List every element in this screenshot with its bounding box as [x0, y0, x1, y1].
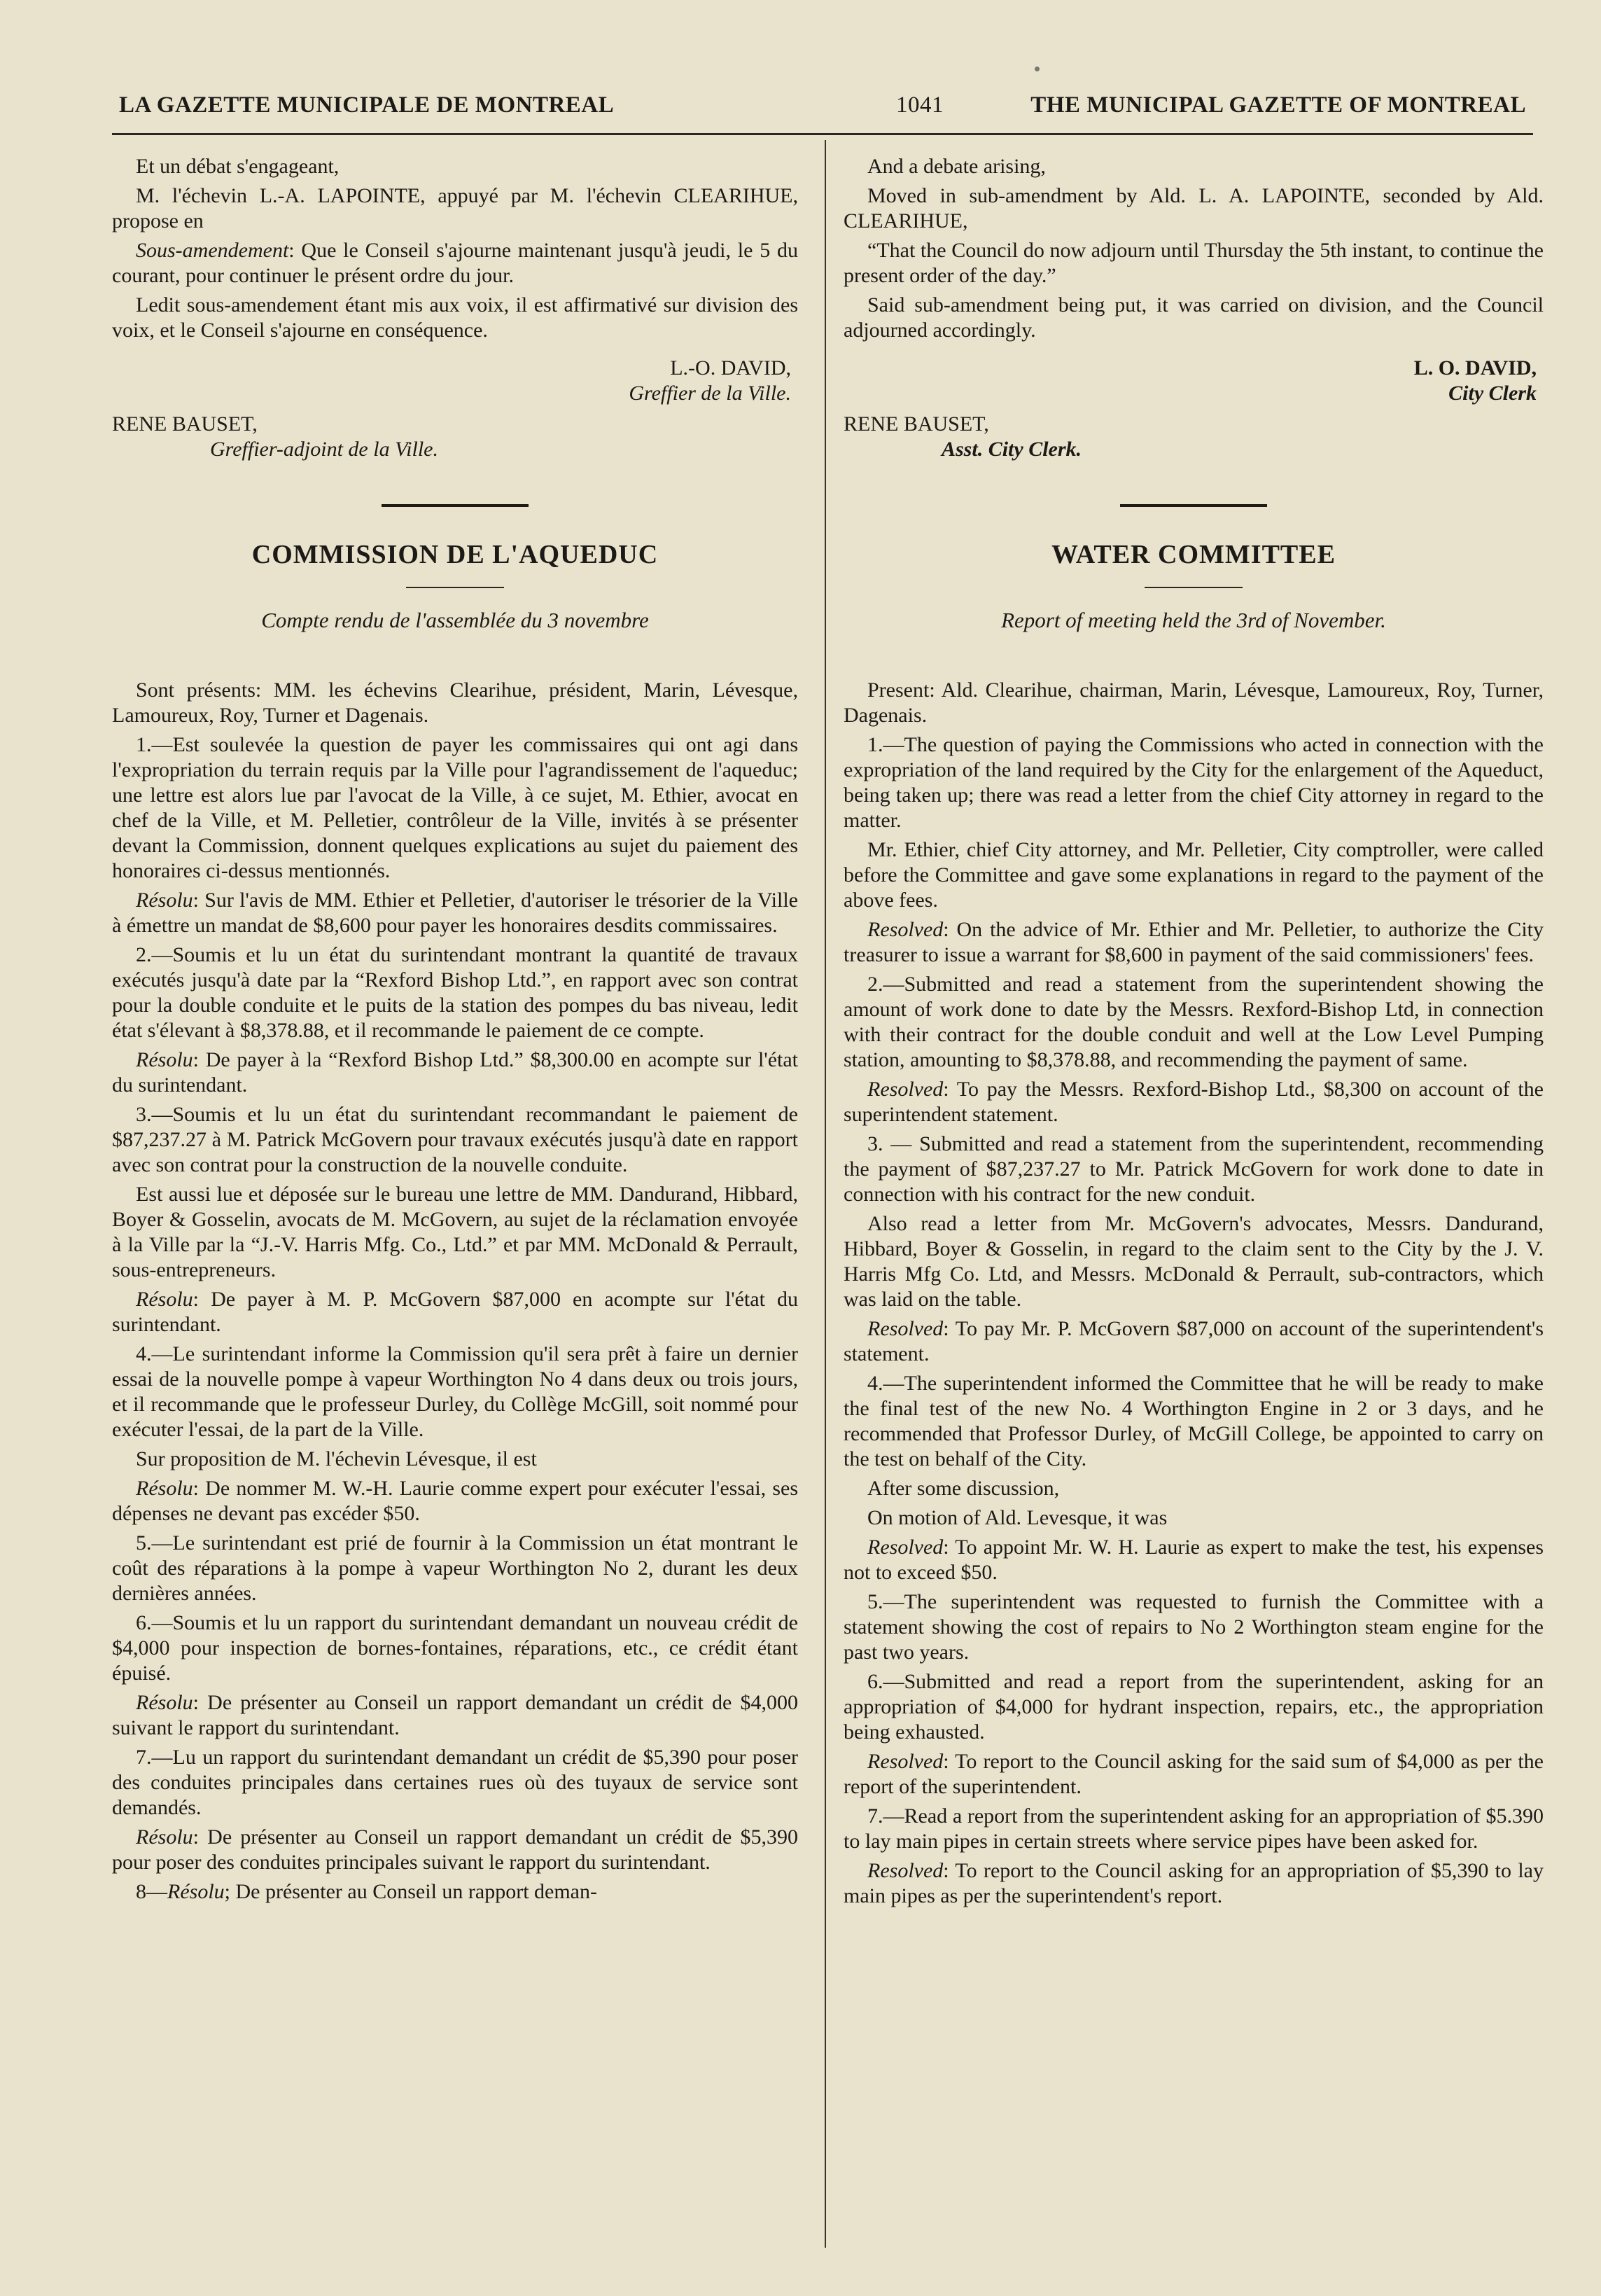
header-english-title: THE MUNICIPAL GAZETTE OF MONTREAL — [1030, 92, 1526, 118]
paragraph-text: On the advice of Mr. Ethier and Mr. Pelletier, to authorize the City treasurer to issue a warrant for $8,600 in payment of the said commissioners' fees. — [844, 918, 1544, 966]
paragraph: 4.—Le surintendant informe la Commission qu'il sera prêt à faire un dernier essai de la nouvelle pompe à vapeur Worthington No 4 dans deux ou trois jours, et il recommande que le professeur Durley, du Collège McGill, soit nommé pour exécuter l'essai, de la part de la Ville. — [112, 1342, 798, 1441]
paragraph: Mr. Ethier, chief City attorney, and Mr. Pelletier, City comptroller, were called before the Committee and gave some explanations in regard to the payment of the above fees. — [844, 838, 1544, 912]
resolved-label: Resolved — [867, 1317, 944, 1340]
paragraph-text: To pay the Messrs. Rexford-Bishop Ltd., $8,300 on account of the superintendent statement. — [844, 1078, 1544, 1126]
paragraph-text: De présenter au Conseil un rapport deman- — [235, 1880, 597, 1903]
resolu-label: Résolu — [136, 889, 193, 912]
paragraph: Resolved: To pay Mr. P. McGovern $87,000 on account of the superintendent's statement. — [844, 1317, 1544, 1365]
paragraph: Present: Ald. Clearihue, chairman, Marin, Lévesque, Lamoureux, Roy, Turner, Dagenais. — [844, 679, 1544, 727]
resolved-label: Resolved — [867, 1750, 944, 1773]
paragraph: Resolved: On the advice of Mr. Ethier and Mr. Pelletier, to authorize the City treasurer to issue a warrant for $8,600 in payment of the said commissioners' fees. — [844, 918, 1544, 966]
paragraph: 8—Résolu; De présenter au Conseil un rapport deman- — [136, 1880, 597, 1903]
sous-amendement-label: Sous-amendement — [136, 239, 289, 262]
paragraph: 2.—Submitted and read a statement from the superintendent showing the amount of work done to date by the Messrs. Rexford-Bishop Ltd, in connection with their contract for the double conduit and well at the Low Level Pumping station, amounting to $8,378.88, and recommending the payment of same. — [844, 973, 1544, 1071]
paragraph-text: To appoint Mr. W. H. Laurie as expert to make the test, his expenses not to exceed $50. — [844, 1536, 1544, 1584]
paragraph-text: To report to the Council asking for the said sum of $4,000 as per the report of the superintendent. — [844, 1750, 1544, 1798]
clerk-signature: L. O. DAVID, — [1413, 356, 1537, 380]
section-rule — [382, 504, 529, 507]
paragraph: Sont présents: MM. les échevins Clearihue, président, Marin, Lévesque, Lamoureux, Roy, Turner et Dagenais. — [112, 679, 798, 727]
paragraph: 1.—The question of paying the Commissions who acted in connection with the expropriation of the land required by the City for the enlargement of the Aqueduct, being taken up; there was read a letter from the chief City attorney in regard to the matter. — [844, 733, 1544, 832]
paragraph: 4.—The superintendent informed the Committee that he will be ready to make the final test of the new No. 4 Worthington Engine in 2 or 3 days, and he recommended that Professor Durley, of McGill College, be appointed to carry on the test on behalf of the City. — [844, 1372, 1544, 1470]
page-number: 1041 — [896, 92, 944, 118]
paragraph-text: To report to the Council asking for an appropriation of $5,390 to lay main pipes as per the superintendent's report. — [844, 1859, 1544, 1907]
paragraph-text: De nommer M. W.-H. Laurie comme expert pour exécuter l'essai, ses dépenses ne devant pas excéder $50. — [112, 1477, 798, 1525]
paragraph: Resolved: To report to the Council asking for an appropriation of $5,390 to lay main pipes as per the superintendent's report. — [844, 1859, 1544, 1907]
resolved-label: Resolved — [867, 1536, 944, 1559]
header-rule — [112, 133, 1533, 135]
paragraph: Résolu: Sur l'avis de MM. Ethier et Pelletier, d'autoriser le trésorier de la Ville à émettre un mandat de $8,600 pour payer les honoraires desdits commissaires. — [112, 889, 798, 937]
header-french-title: LA GAZETTE MUNICIPALE DE MONTREAL — [119, 92, 615, 118]
resolu-label: Résolu — [167, 1880, 225, 1903]
paragraph: 3.—Soumis et lu un état du surintendant recommandant le paiement de $87,237.27 à M. Patrick McGovern pour travaux exécutés jusqu'à date en rapport avec son contrat pour la construction de la nouvelle conduite. — [112, 1103, 798, 1176]
paragraph: 3. — Submitted and read a statement from the superintendent, recommending the payment of $87,237.27 to Mr. Patrick McGovern for work done to date in connection with his contract for the new conduit. — [844, 1132, 1544, 1206]
paragraph-text: To pay Mr. P. McGovern $87,000 on account of the superintendent's statement. — [844, 1317, 1544, 1365]
paragraph: 6.—Submitted and read a report from the superintendent, asking for an appropriation of $4,000 for hydrant inspection, repairs, etc., the appropriation being exhausted. — [844, 1670, 1544, 1744]
print-dot — [1035, 67, 1040, 71]
resolu-label: Résolu — [136, 1825, 193, 1849]
paragraph: “That the Council do now adjourn until Thursday the 5th instant, to continue the present order of the day.” — [844, 239, 1544, 287]
paragraph: 7.—Lu un rapport du surintendant demandant un crédit de $5,390 pour poser des conduites principales dans certaines rues où des tuyaux de service sont demandés. — [112, 1746, 798, 1819]
paragraph: 5.—Le surintendant est prié de fournir à la Commission un état montrant le coût des réparations à la pompe à vapeur Worthington No 2, durant les deux dernières années. — [112, 1531, 798, 1605]
clerk-title: Greffier de la Ville. — [629, 382, 791, 405]
clerk-signature: L.-O. DAVID, — [670, 356, 791, 380]
paragraph: M. l'échevin L.-A. LAPOINTE, appuyé par M. l'échevin CLEARIHUE, propose en — [112, 184, 798, 232]
paragraph: Résolu: De nommer M. W.-H. Laurie comme expert pour exécuter l'essai, ses dépenses ne devant pas excéder $50. — [112, 1477, 798, 1525]
paragraph: Resolved: To report to the Council asking for the said sum of $4,000 as per the report of the superintendent. — [844, 1750, 1544, 1798]
paragraph: 7.—Read a report from the superintendent asking for an appropriation of $5.390 to lay main pipes in certain streets where service pipes have been asked for. — [844, 1804, 1544, 1853]
running-header — [112, 90, 1526, 125]
paragraph: Moved in sub-amendment by Ald. L. A. LAPOINTE, seconded by Ald. CLEARIHUE, — [844, 184, 1544, 232]
resolved-label: Resolved — [867, 1078, 944, 1101]
paragraph-text: De payer à M. P. McGovern $87,000 en acompte sur l'état du surintendant. — [112, 1288, 798, 1336]
paragraph: Est aussi lue et déposée sur le bureau une lettre de MM. Dandurand, Hibbard, Boyer & Gosselin, avocats de M. McGovern, au sujet de la réclamation envoyée à la Ville par la “J.-V. Harris Mfg. Co., Ltd.” et par MM. McDonald & Perrault, sous-entrepreneurs. — [112, 1183, 798, 1281]
assistant-clerk-title: Greffier-adjoint de la Ville. — [210, 438, 439, 461]
resolu-label: Résolu — [136, 1477, 193, 1500]
paragraph: 5.—The superintendent was requested to furnish the Committee with a statement showing the cost of repairs to No 2 Worthington steam engine for the past two years. — [844, 1590, 1544, 1664]
title-rule — [1145, 587, 1243, 588]
paragraph-text: De payer à la “Rexford Bishop Ltd.” $8,300.00 en acompte sur l'état du surintendant. — [112, 1048, 798, 1097]
section-rule — [1120, 504, 1267, 507]
paragraph: Et un débat s'engageant, — [136, 155, 340, 178]
paragraph-text: De présenter au Conseil un rapport demandant un crédit de $4,000 suivant le rapport du surintendant. — [112, 1691, 798, 1739]
paragraph: Resolved: To appoint Mr. W. H. Laurie as expert to make the test, his expenses not to exceed $50. — [844, 1536, 1544, 1584]
paragraph: After some discussion, — [867, 1477, 1060, 1500]
resolu-label: Résolu — [136, 1288, 193, 1311]
section-subtitle: Report of meeting held the 3rd of November. — [1001, 608, 1386, 632]
paragraph: 6.—Soumis et lu un rapport du surintendant demandant un nouveau crédit de $4,000 pour inspection de bornes-fontaines, réparations, etc., ce crédit étant épuisé. — [112, 1611, 798, 1685]
item-number: 8— — [136, 1880, 167, 1903]
section-title: WATER COMMITTEE — [1051, 540, 1336, 569]
english-column — [844, 154, 1544, 1913]
paragraph-text: Que le Conseil s'ajourne maintenant jusqu'à jeudi, le 5 du courant, pour continuer le présent ordre du jour. — [112, 239, 798, 287]
assistant-clerk-title: Asst. City Clerk. — [942, 438, 1082, 461]
column-divider — [825, 140, 826, 2248]
resolu-label: Résolu — [136, 1048, 193, 1071]
clerk-title: City Clerk — [1448, 382, 1537, 405]
resolu-label: Résolu — [136, 1691, 193, 1714]
assistant-clerk-name: RENE BAUSET, — [844, 412, 989, 436]
paragraph: Résolu: De présenter au Conseil un rapport demandant un crédit de $5,390 pour poser des conduites principales suivant le rapport du surintendant. — [112, 1825, 798, 1874]
resolved-label: Resolved — [867, 918, 944, 941]
paragraph: Ledit sous-amendement étant mis aux voix, il est affirmativé sur division des voix, et le Conseil s'ajourne en conséquence. — [112, 293, 798, 342]
paragraph: Resolved: To pay the Messrs. Rexford-Bishop Ltd., $8,300 on account of the superintendent statement. — [844, 1078, 1544, 1126]
paragraph: Résolu: De présenter au Conseil un rapport demandant un crédit de $4,000 suivant le rapport du surintendant. — [112, 1691, 798, 1739]
paragraph-text: De présenter au Conseil un rapport demandant un crédit de $5,390 pour poser des conduites principales suivant le rapport du surintendant. — [112, 1825, 798, 1874]
section-title: COMMISSION DE L'AQUEDUC — [251, 540, 659, 569]
assistant-clerk-name: RENE BAUSET, — [112, 412, 258, 436]
paragraph: On motion of Ald. Levesque, it was — [867, 1506, 1168, 1529]
paragraph: Résolu: De payer à la “Rexford Bishop Ltd.” $8,300.00 en acompte sur l'état du surintendant. — [112, 1048, 798, 1097]
paragraph: 2.—Soumis et lu un état du surintendant montrant la quantité de travaux exécutés jusqu'à date par la “Rexford Bishop Ltd.”, en rapport avec son contrat pour la double conduite et le puits de la station des pompes du bas niveau, ledit état s'élevant à $8,378.88, et il recommande le paiement de ce compte. — [112, 943, 798, 1042]
paragraph: Also read a letter from Mr. McGovern's advocates, Messrs. Dandurand, Hibbard, Boyer & Gosselin, in regard to the claim sent to the City by the J. V. Harris Mfg Co. Ltd, and Messrs. McDonald & Perrault, sub-contractors, which was laid on the table. — [844, 1212, 1544, 1311]
section-subtitle: Compte rendu de l'assemblée du 3 novembre — [261, 608, 649, 632]
resolved-label: Resolved — [867, 1859, 944, 1882]
paragraph: Said sub-amendment being put, it was carried on division, and the Council adjourned accordingly. — [844, 293, 1544, 342]
paragraph: Sur proposition de M. l'échevin Lévesque, il est — [136, 1447, 537, 1470]
paragraph: Résolu: De payer à M. P. McGovern $87,000 en acompte sur l'état du surintendant. — [112, 1288, 798, 1336]
paragraph: 1.—Est soulevée la question de payer les commissaires qui ont agi dans l'expropriation du terrain requis par la Ville pour l'agrandissement de l'aqueduc; une lettre est alors lue par l'avocat de la Ville, à ce sujet, M. Ethier, avocat en chef de la Ville, et M. Pelletier, contrôleur de la Ville, invités à se présenter devant la Commission, donnent quelques explications au sujet du paiement des honoraires ci-dessus mentionnés. — [112, 733, 798, 882]
paragraph-text: Sur l'avis de MM. Ethier et Pelletier, d'autoriser le trésorier de la Ville à émettre un mandat de $8,600 pour payer les honoraires desdits commissaires. — [112, 889, 798, 937]
french-column — [112, 154, 798, 1909]
paragraph: Sous-amendement: Que le Conseil s'ajourne maintenant jusqu'à jeudi, le 5 du courant, pour continuer le présent ordre du jour. — [112, 239, 798, 287]
title-rule — [406, 587, 504, 588]
paragraph: And a debate arising, — [867, 155, 1046, 178]
